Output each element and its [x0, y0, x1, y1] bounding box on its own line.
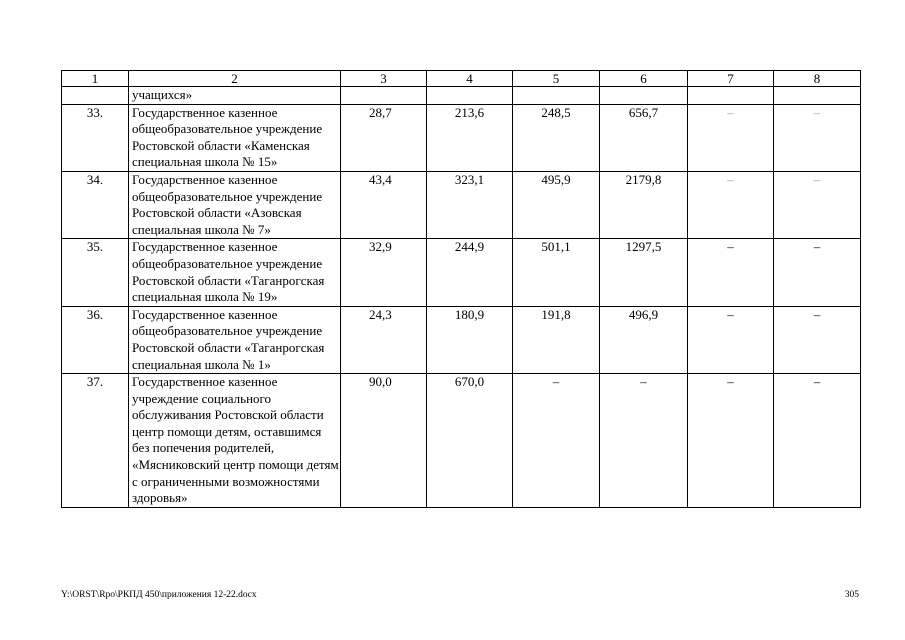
institution-name: Государственное казенное общеобразовательное учреждение Ростовской области «Азовская специальная школа № 7»: [129, 171, 341, 238]
value-col-4: 323,1: [427, 171, 513, 238]
table-row: [62, 104, 861, 171]
header-col-5: 5: [513, 71, 600, 87]
value-col-8: –: [774, 374, 861, 508]
value-col-6: 656,7: [600, 104, 688, 171]
table-row: [62, 239, 861, 306]
value-col-4: 213,6: [427, 104, 513, 171]
footer-file-path: Y:\ORST\Rpo\РКПД 450\приложения 12-22.docx: [61, 590, 257, 600]
value-col-7: –: [688, 104, 774, 171]
value-col-7: –: [688, 306, 774, 373]
value-col-3: 24,3: [341, 306, 427, 373]
row-number: 35.: [62, 239, 129, 306]
continuation-name-cell: учащихся»: [129, 87, 341, 105]
institution-name: Государственное казенное общеобразовательное учреждение Ростовской области «Таганрогская специальная школа № 1»: [129, 306, 341, 373]
value-col-6: –: [600, 374, 688, 508]
value-col-5: 191,8: [513, 306, 600, 373]
continuation-cell-8: [774, 87, 861, 105]
value-col-3: 90,0: [341, 374, 427, 508]
value-col-3: 28,7: [341, 104, 427, 171]
value-col-3: 43,4: [341, 171, 427, 238]
row-number: 37.: [62, 374, 129, 508]
institution-name: Государственное казенное учреждение социального обслуживания Ростовской области центр помощи детям, оставшимся без попечения родителей, «Мясниковский центр помощи детям с ограниченными возможностями здоровья»: [129, 374, 341, 508]
table-row: [62, 171, 861, 238]
table-header: [62, 71, 861, 87]
value-col-5: 248,5: [513, 104, 600, 171]
header-col-8: 8: [774, 71, 861, 87]
continuation-cell-6: [600, 87, 688, 105]
continuation-num-cell: [62, 87, 129, 105]
value-col-7: –: [688, 374, 774, 508]
table-row: [62, 374, 861, 508]
institution-name: Государственное казенное общеобразовательное учреждение Ростовской области «Таганрогская специальная школа № 19»: [129, 239, 341, 306]
value-col-4: 670,0: [427, 374, 513, 508]
value-col-5: –: [513, 374, 600, 508]
value-col-4: 244,9: [427, 239, 513, 306]
value-col-6: 1297,5: [600, 239, 688, 306]
continuation-row: [62, 87, 861, 105]
value-col-5: 501,1: [513, 239, 600, 306]
value-col-5: 495,9: [513, 171, 600, 238]
page-number: 305: [844, 590, 859, 600]
value-col-3: 32,9: [341, 239, 427, 306]
row-number: 36.: [62, 306, 129, 373]
header-row: [62, 71, 861, 87]
value-col-8: –: [774, 306, 861, 373]
header-col-6: 6: [600, 71, 688, 87]
header-col-3: 3: [341, 71, 427, 87]
table-body: [62, 87, 861, 508]
value-col-8: –: [774, 104, 861, 171]
header-col-7: 7: [688, 71, 774, 87]
value-col-6: 2179,8: [600, 171, 688, 238]
value-col-7: –: [688, 239, 774, 306]
continuation-cell-4: [427, 87, 513, 105]
value-col-7: –: [688, 171, 774, 238]
header-col-4: 4: [427, 71, 513, 87]
value-col-6: 496,9: [600, 306, 688, 373]
continuation-cell-3: [341, 87, 427, 105]
value-col-4: 180,9: [427, 306, 513, 373]
continuation-cell-7: [688, 87, 774, 105]
budget-table: [61, 70, 861, 508]
value-col-8: –: [774, 171, 861, 238]
row-number: 34.: [62, 171, 129, 238]
value-col-8: –: [774, 239, 861, 306]
continuation-cell-5: [513, 87, 600, 105]
institution-name: Государственное казенное общеобразовательное учреждение Ростовской области «Каменская специальная школа № 15»: [129, 104, 341, 171]
row-number: 33.: [62, 104, 129, 171]
header-col-1: 1: [62, 71, 129, 87]
table-row: [62, 306, 861, 373]
header-col-2: 2: [129, 71, 341, 87]
